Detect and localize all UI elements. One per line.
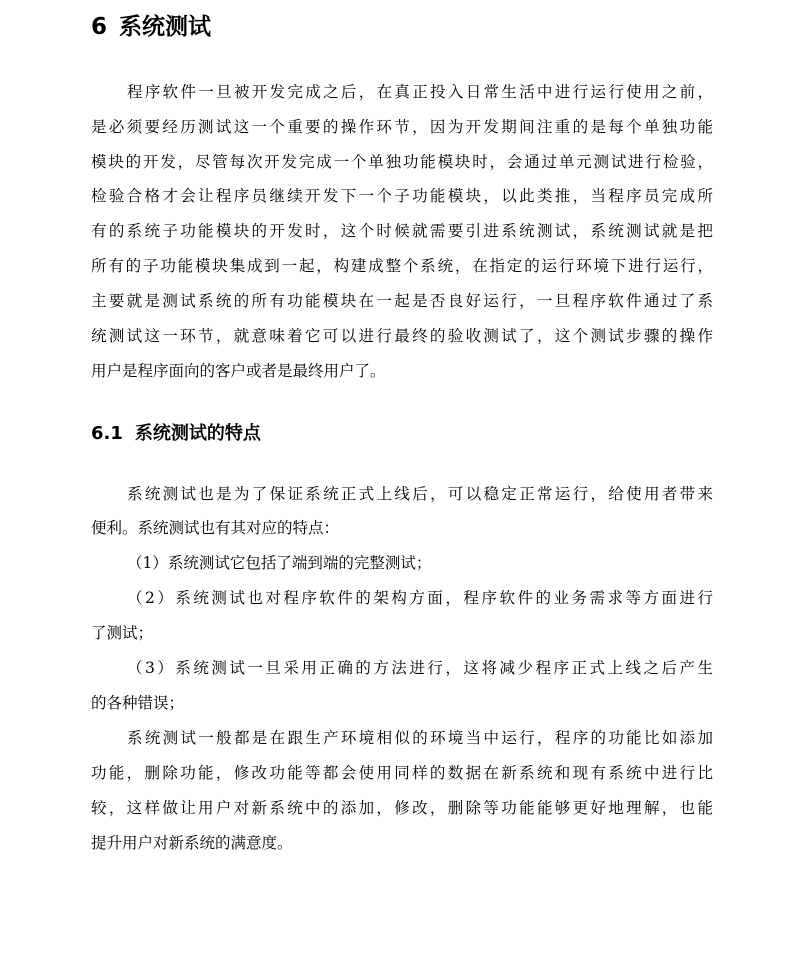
- paragraph-line: 系统测试也是为了保证系统正式上线后，可以稳定正常运行，给使用者带来: [127, 485, 713, 503]
- subsection-title: 系统测试的特点: [134, 423, 261, 444]
- paragraph-line: 提升用户对新系统的满意度。: [91, 834, 293, 852]
- paragraph-line: 用户是程序面向的客户或者是最终用户了。: [91, 362, 386, 380]
- paragraph-line: 功能，删除功能，修改功能等都会使用同样的数据在新系统和现有系统中进行比: [91, 764, 713, 782]
- paragraph-line: 所有的子功能模块集成到一起，构建成整个系统，在指定的运行环境下进行运行，: [91, 257, 713, 275]
- paragraph-line: 主要就是测试系统的所有功能模块在一起是否良好运行，一旦程序软件通过了系: [91, 292, 713, 310]
- subsection-number: 6.1: [91, 423, 123, 444]
- paragraph-line: 模块的开发，尽管每次开发完成一个单独功能模块时，会通过单元测试进行检验，: [91, 153, 713, 171]
- subsection-heading: [91, 419, 261, 449]
- list-item-line: （3）系统测试一旦采用正确的方法进行，这将减少程序正式上线之后产生: [127, 659, 713, 677]
- list-item-line: 了测试；: [91, 624, 154, 642]
- section-title: 系统测试: [119, 14, 212, 40]
- list-item-line: （2）系统测试也对程序软件的架构方面，程序软件的业务需求等方面进行: [127, 589, 713, 607]
- section-heading: [91, 10, 211, 44]
- list-item-line: 的各种错误；: [91, 694, 185, 712]
- paragraph-line: 检验合格才会让程序员继续开发下一个子功能模块，以此类推，当程序员完成所: [91, 187, 713, 205]
- paragraph-line: 较，这样做让用户对新系统中的添加，修改，删除等功能能够更好地理解，也能: [91, 799, 713, 817]
- section-number: 6: [91, 14, 108, 40]
- paragraph-line: 有的系统子功能模块的开发时，这个时候就需要引进系统测试，系统测试就是把: [91, 222, 713, 240]
- list-item-line: （1）系统测试它包括了端到端的完整测试；: [127, 554, 432, 572]
- paragraph-line: 程序软件一旦被开发完成之后，在真正投入日常生活中进行运行使用之前，: [127, 83, 713, 101]
- paragraph-line: 统测试这一环节，就意味着它可以进行最终的验收测试了，这个测试步骤的操作: [91, 327, 713, 345]
- paragraph-line: 便利。系统测试也有其对应的特点：: [91, 519, 340, 537]
- paragraph-line: 系统测试一般都是在跟生产环境相似的环境当中运行，程序的功能比如添加: [127, 729, 713, 747]
- paragraph-line: 是必须要经历测试这一个重要的操作环节，因为开发期间注重的是每个单独功能: [91, 118, 713, 136]
